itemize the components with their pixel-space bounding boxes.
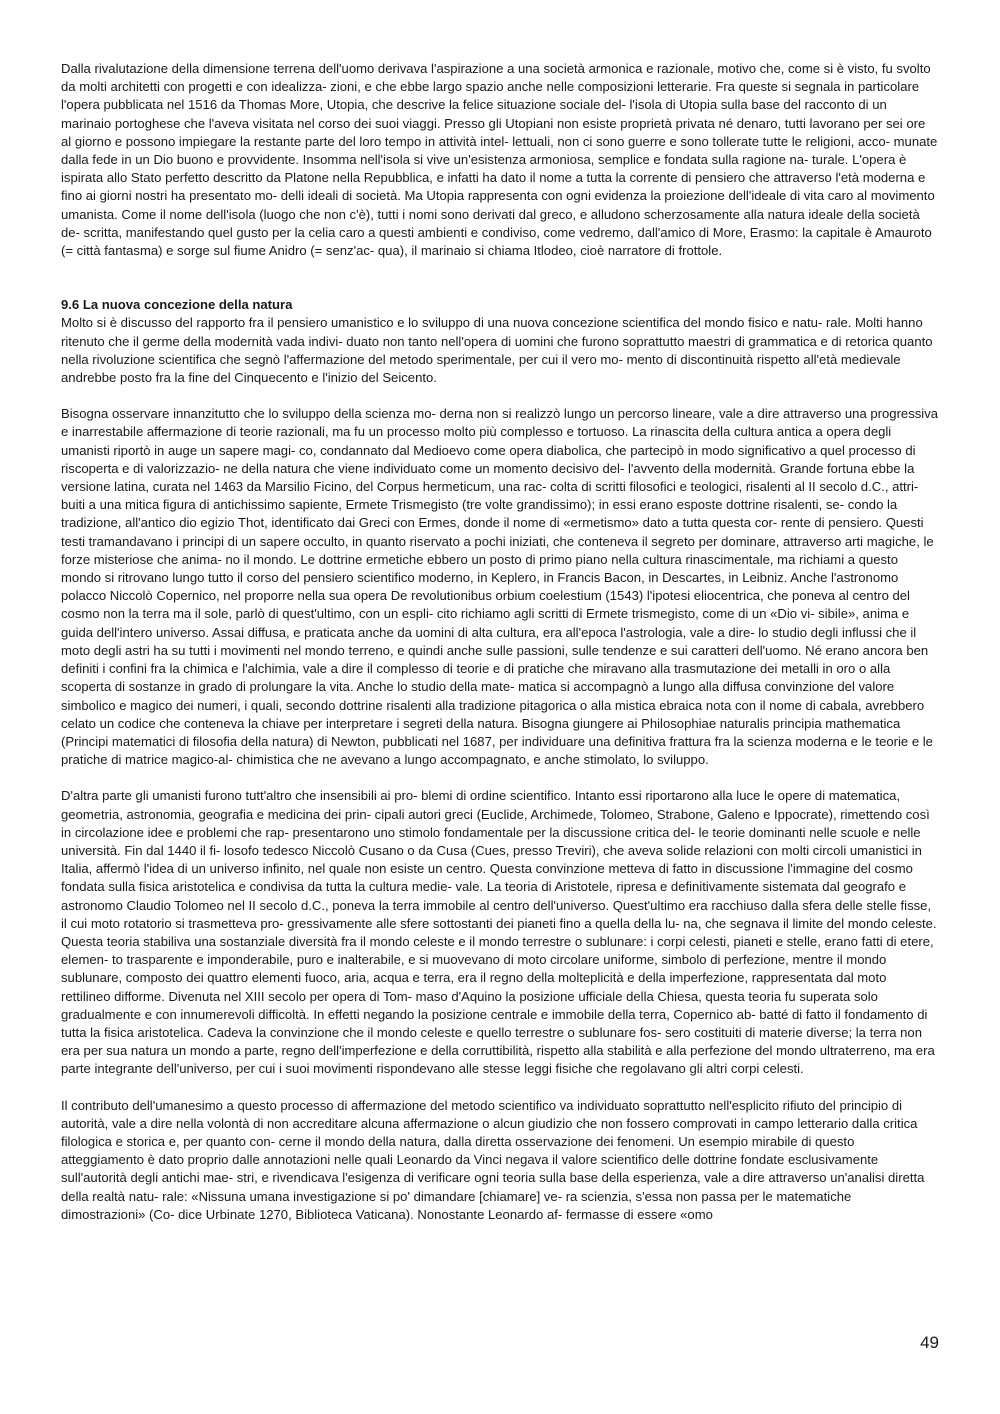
section-paragraph: D'altra parte gli umanisti furono tutt'altro che insensibili ai pro- blemi di ordine scientifico. Intanto essi riportarono alla luce le opere di matematica, geometria, astronomia, geografia e medicina dei prin- cipali autori greci (Euclide, Archimede, Tolomeo, Strabone, Galeno e Ippocrate), rimettendo così in circolazione idee e problemi che rap- presentarono uno stimolo fondamentale per la discussione critica del- le teorie dominanti nelle scuole e nelle università. Fin dal 1440 il fi- losofo tedesco Niccolò Cusano o da Cusa (Cues, presso Treviri), che aveva solide relazioni con molti circoli umanistici in Italia, affermò l'idea di un universo infinito, nel quale non esiste un centro. Questa convinzione metteva di fatto in discussione l'immagine del cosmo fondata sulla fisica aristotelica e condivisa da tutta la cultura medie- vale. La teoria di Aristotele, ripresa e definitivamente sistemata dal geografo e astronomo Claudio Tolomeo nel II secolo d.C., poneva la terra immobile al centro dell'universo. Quest'ultimo era racchiuso dalla sfera delle stelle fisse, il cui moto rotatorio si trasmetteva pro- gressivamente alle sfere sottostanti dei pianeti fino a quella della lu- na, che segnava il limite del mondo celeste. Questa teoria stabiliva una sostanziale diversità fra il mondo celeste e il mondo terrestre o sublunare: i corpi celesti, pianeti e stelle, erano fatti di etere, elemen- to trasparente e imponderabile, puro e inalterabile, e si muovevano di moto circolare uniforme, simbolo di perfezione, mentre il mondo sublunare, composto dei quattro elementi fuoco, aria, acqua e terra, era il regno della molteplicità e della imperfezione, rappresentata dal moto rettilineo difforme. Divenuta nel XIII secolo per opera di Tom- maso d'Aquino la posizione ufficiale della Chiesa, questa teoria fu superata solo gradualmente e con innumerevoli difficoltà. In effetti negando la posizione centrale e immobile della terra, Copernico ab- batté di fatto il fondamento di tutta la fisica aristotelica. Cadeva la convinzione che il mondo celeste e quello terrestre o sublunare fos- sero costituiti di materie diverse; la terra non era per sua natura un mondo a parte, regno dell'imperfezione e della corruttibilità, rispetto alla stabilità e alla perfezione del mondo ultraterreno, ma era parte integrante dell'universo, per cui i suoi movimenti rispondevano alle stesse leggi fisiche che regolavano gli altri corpi celesti. [61,788,937,1077]
page-number: 49 [920,1333,939,1352]
section-heading: 9.6 La nuova concezione della natura [61,297,293,313]
section-paragraph: Il contributo dell'umanesimo a questo processo di affermazione del metodo scientifico va individuato soprattutto nell'esplicito rifiuto del principio di autorità, vale a dire nella volontà di non accreditare alcuna affermazione o alcun giudizio che non fossero comprovati in campo letterario dalla critica filologica e storica e, per quanto con- cerne il mondo della natura, dalla diretta osservazione dei fenomeni. Un esempio mirabile di questo atteggiamento è dato proprio dalle annotazioni nelle quali Leonardo da Vinci negava il valore scientifico delle dottrine fondate esclusivamente sull'autorità degli antichi mae- stri, e rivendicava l'esigenza di verificare ogni teoria sulla base della esperienza, vale a dire attraverso un'analisi diretta della realtà natu- rale: «Nissuna umana investigazione si po' dimandare [chiamare] ve- ra scienzia, s'essa non passa per le matematiche dimostrazioni» (Co- dice Urbinate 1270, Biblioteca Vaticana). Nonostante Leonardo af- fermasse di essere «omo [61,1097,925,1222]
section-paragraph: Molto si è discusso del rapporto fra il pensiero umanistico e lo sviluppo di una nuova concezione scientifica del mondo fisico e natu- rale. Molti hanno ritenuto che il germe della modernità vada indivi- duato non tanto nell'opera di uomini che furono soprattutto maestri di grammatica e di retorica quanto nella rivoluzione scientifica che segnò l'affermazione del metodo sperimentale, per cui il vero mo- mento di discontinuità rispetto all'età medievale andrebbe posto fra la fine del Cinquecento e l'inizio del Seicento. [61,315,933,386]
page-body [61,60,939,1224]
intro-paragraph: Dalla rivalutazione della dimensione terrena dell'uomo derivava l'aspirazione a una società armonica e razionale, motivo che, come si è visto, fu svolto da molti architetti con progetti e con idealizza- zioni, e che ebbe largo spazio anche nelle composizioni letterarie. Fra queste si segnala in particolare l'opera pubblicata nel 1516 da Thomas More, Utopia, che descrive la felice situazione sociale del- l'isola di Utopia sulla base del racconto di un marinaio portoghese che l'aveva visitata nel corso dei suoi viaggi. Presso gli Utopiani non esiste proprietà privata né denaro, tutti lavorano per sei ore al giorno e possono impiegare la restante parte del loro tempo in attività intel- lettuali, non ci sono guerre e sono tollerate tutte le religioni, acco- munate dalla fede in un Dio buono e provvidente. Insomma nell'isola si vive un'esistenza armoniosa, semplice e fondata sulla ragione na- turale. L'opera è ispirata allo Stato perfetto descritto da Platone nella Repubblica, e infatti ha dato il nome a tutta la corrente di pensiero che attraverso l'età moderna e fino ai giorni nostri ha presentato mo- delli ideali di società. Ma Utopia rappresenta con ogni evidenza la proiezione dell'ideale di vita caro al movimento umanista. Come il nome dell'isola (luogo che non c'è), tutti i nomi sono derivati dal greco, e alludono scherzosamente alla natura ideale della società de- scritta, manifestando quel gusto per la celia caro a questi ambienti e condiviso, come vedremo, dall'amico di More, Erasmo: la capitale è Amauroto (= città fantasma) e sorge sul fiume Anidro (= senz'ac- qua), il marinaio si chiama Itlodeo, cioè narratore di frottole. [61,61,938,259]
section-paragraph: Bisogna osservare innanzitutto che lo sviluppo della scienza mo- derna non si realizzò lungo un percorso lineare, vale a dire attraverso una progressiva e inarrestabile affermazione di teorie razionali, ma fu un processo molto più complesso e tortuoso. La rinascita della cultura antica a opera degli umanisti riportò in auge un sapere magi- co, condannato dal Medioevo come opera diabolica, che partecipò in modo significativo a quel processo di riscoperta e di valorizzazio- ne della natura che viene individuato come un momento decisivo del- l'avvento della modernità. Grande fortuna ebbe la versione latina, curata nel 1463 da Marsilio Ficino, del Corpus hermeticum, una rac- colta di scritti filosofici e teologici, risalenti al II secolo d.C., attri- buiti a una mitica figura di antichissimo sapiente, Ermete Trismegisto (tre volte grandissimo); in essi erano esposte dottrine risalenti, se- condo la tradizione, all'antico dio egizio Thot, identificato dai Greci con Ermes, donde il nome di «ermetismo» dato a tutta questa cor- rente di pensiero. Questi testi tramandavano i principi di un sapere occulto, in quanto riservato a pochi iniziati, che conteneva il segreto per dominare, attraverso arti magiche, le forze misteriose che anima- no il mondo. Le dottrine ermetiche ebbero un posto di primo piano nella cultura rinascimentale, ma richiami a questo mondo si ritrovano lungo tutto il corso del pensiero scientifico moderno, in Keplero, in Francis Bacon, in Descartes, in Leibniz. Anche l'astronomo polacco Niccolò Copernico, nel proporre nella sua opera De revolutionibus orbium coelestium (1543) l'ipotesi eliocentrica, che poneva al centro del cosmo non la terra ma il sole, parlò di quest'ultimo, con un espli- cito richiamo agli scritti di Ermete trismegisto, come di un «Dio vi- sibile», anima e guida dell'intero universo. Assai diffusa, e praticata anche da uomini di alta cultura, era all'epoca l'astrologia, vale a dire- lo studio degli influssi che il moto degli astri ha su tutti i movimenti nel mondo terreno, e quindi anche sulle passioni, sulle tendenze e sui caratteri dell'uomo. Né erano ancora ben definiti i confini fra la chimica e l'alchimia, vale a dire il complesso di teorie e di pratiche che miravano alla trasmutazione dei metalli in oro o alla scoperta di sostanze in grado di prolungare la vita. Anche lo studio della mate- matica si accompagnò a lungo alla diffusa convinzione del valore simbolico e magico dei numeri, i quali, secondo dottrine risalenti alla tradizione pitagorica o alla mistica ebraica nota con il nome di cabala, avrebbero celato un codice che conteneva la chiave per interpretare i segreti della natura. Bisogna giungere ai Philosophiae naturalis principia mathematica (Principi matematici di filosofia della natura) di Newton, pubblicati nel 1687, per individuare una definitiva frattura fra la scienza moderna e le teorie e le pratiche di matrice magico-al- chimistica che ne avevano a lungo accompagnato, e anche stimolato, lo sviluppo. [61,406,939,768]
